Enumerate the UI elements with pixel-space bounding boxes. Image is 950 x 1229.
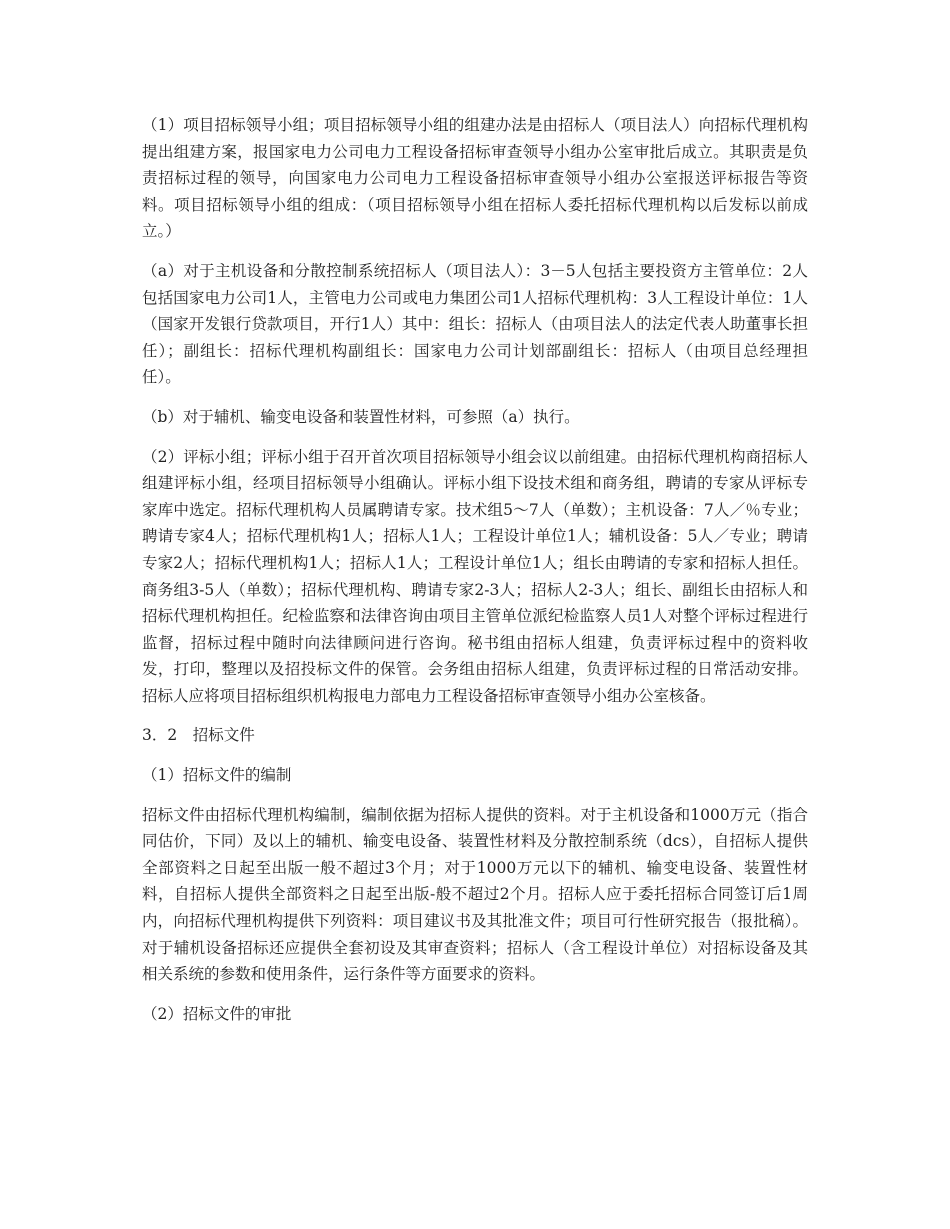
paragraph-bid-document-preparation: 招标文件由招标代理机构编制，编制依据为招标人提供的资料。对于主机设备和1000万元（指合同估价，下同）及以上的辅机、输变电设备、装置性材料及分散控制系统（dcs），自招标人提供全部资料之日起至出版一般不超过3个月；对于1000万元以下的辅机、输变电设备、装置性材料，自招标人提供全部资料之日起至出版-般不超过2个月。招标人应于委托招标合同签订后1周内，向招标代理机构提供下列资料：项目建议书及其批准文件；项目可行性研究报告（报批稿）。对于辅机设备招标还应提供全套初设及其审查资料；招标人（含工程设计单位）对招标设备及其相关系统的参数和使用条件，运行条件等方面要求的资料。 [142, 805, 808, 984]
subheading-bid-document-approval: （2）招标文件的审批 [142, 1004, 292, 1023]
section-heading-bid-documents: 3．2 招标文件 [142, 726, 255, 745]
paragraph-evaluation-group: （2）评标小组；评标小组于召开首次项目招标领导小组会议以前组建。由招标代理机构商招标人组建评标小组，经项目招标领导小组确认。评标小组下设技术组和商务组，聘请的专家从评标专家库中选定。招标代理机构人员属聘请专家。技术组5～7人（单数）；主机设备：7人／％专业；聘请专家4人；招标代理机构1人；招标人1人；工程设计单位1人；辅机设备：5人／专业；聘请专家2人；招标代理机构1人；招标人1人；工程设计单位1人；组长由聘请的专家和招标人担任。商务组3-5人（单数）；招标代理机构、聘请专家2-3人；招标人2-3人；组长、副组长由招标人和招标代理机构担任。纪检监察和法律咨询由项目主管单位派纪检监察人员1人对整个评标过程进行监督，招标过程中随时向法律顾问进行咨询。秘书组由招标人组建，负责评标过程中的资料收发，打印，整理以及招投标文件的保管。会务组由招标人组建，负责评标过程的日常活动安排。招标人应将项目招标组织机构报电力部电力工程设备招标审查领导小组办公室核备。 [142, 447, 808, 705]
paragraph-bid-leading-group: （1）项目招标领导小组；项目招标领导小组的组建办法是由招标人（项目法人）向招标代理机构提出组建方案，报国家电力公司电力工程设备招标审查领导小组办公室审批后成立。其职责是负责招标过程的领导，向国家电力公司电力工程设备招标审查领导小组办公室报送评标报告等资料。项目招标领导小组的组成：（项目招标领导小组在招标人委托招标代理机构以后发标以前成立。） [142, 116, 808, 241]
paragraph-main-equipment-members: （a）对于主机设备和分散控制系统招标人（项目法人）：3－5人包括主要投资方主管单位：2人包括国家电力公司1人，主管电力公司或电力集团公司1人招标代理机构：3人工程设计单位：1人（国家开发银行贷款项目，开行1人）其中：组长：招标人（由项目法人的法定代表人助董事长担任）；副组长：招标代理机构副组长：国家电力公司计划部副组长：招标人（由项目总经理担任）。 [142, 261, 808, 387]
paragraph-auxiliary-equipment: （b）对于辅机、输变电设备和装置性材料，可参照（a）执行。 [142, 407, 580, 426]
document-page [142, 112, 808, 1040]
subheading-bid-document-preparation: （1）招标文件的编制 [142, 766, 292, 785]
